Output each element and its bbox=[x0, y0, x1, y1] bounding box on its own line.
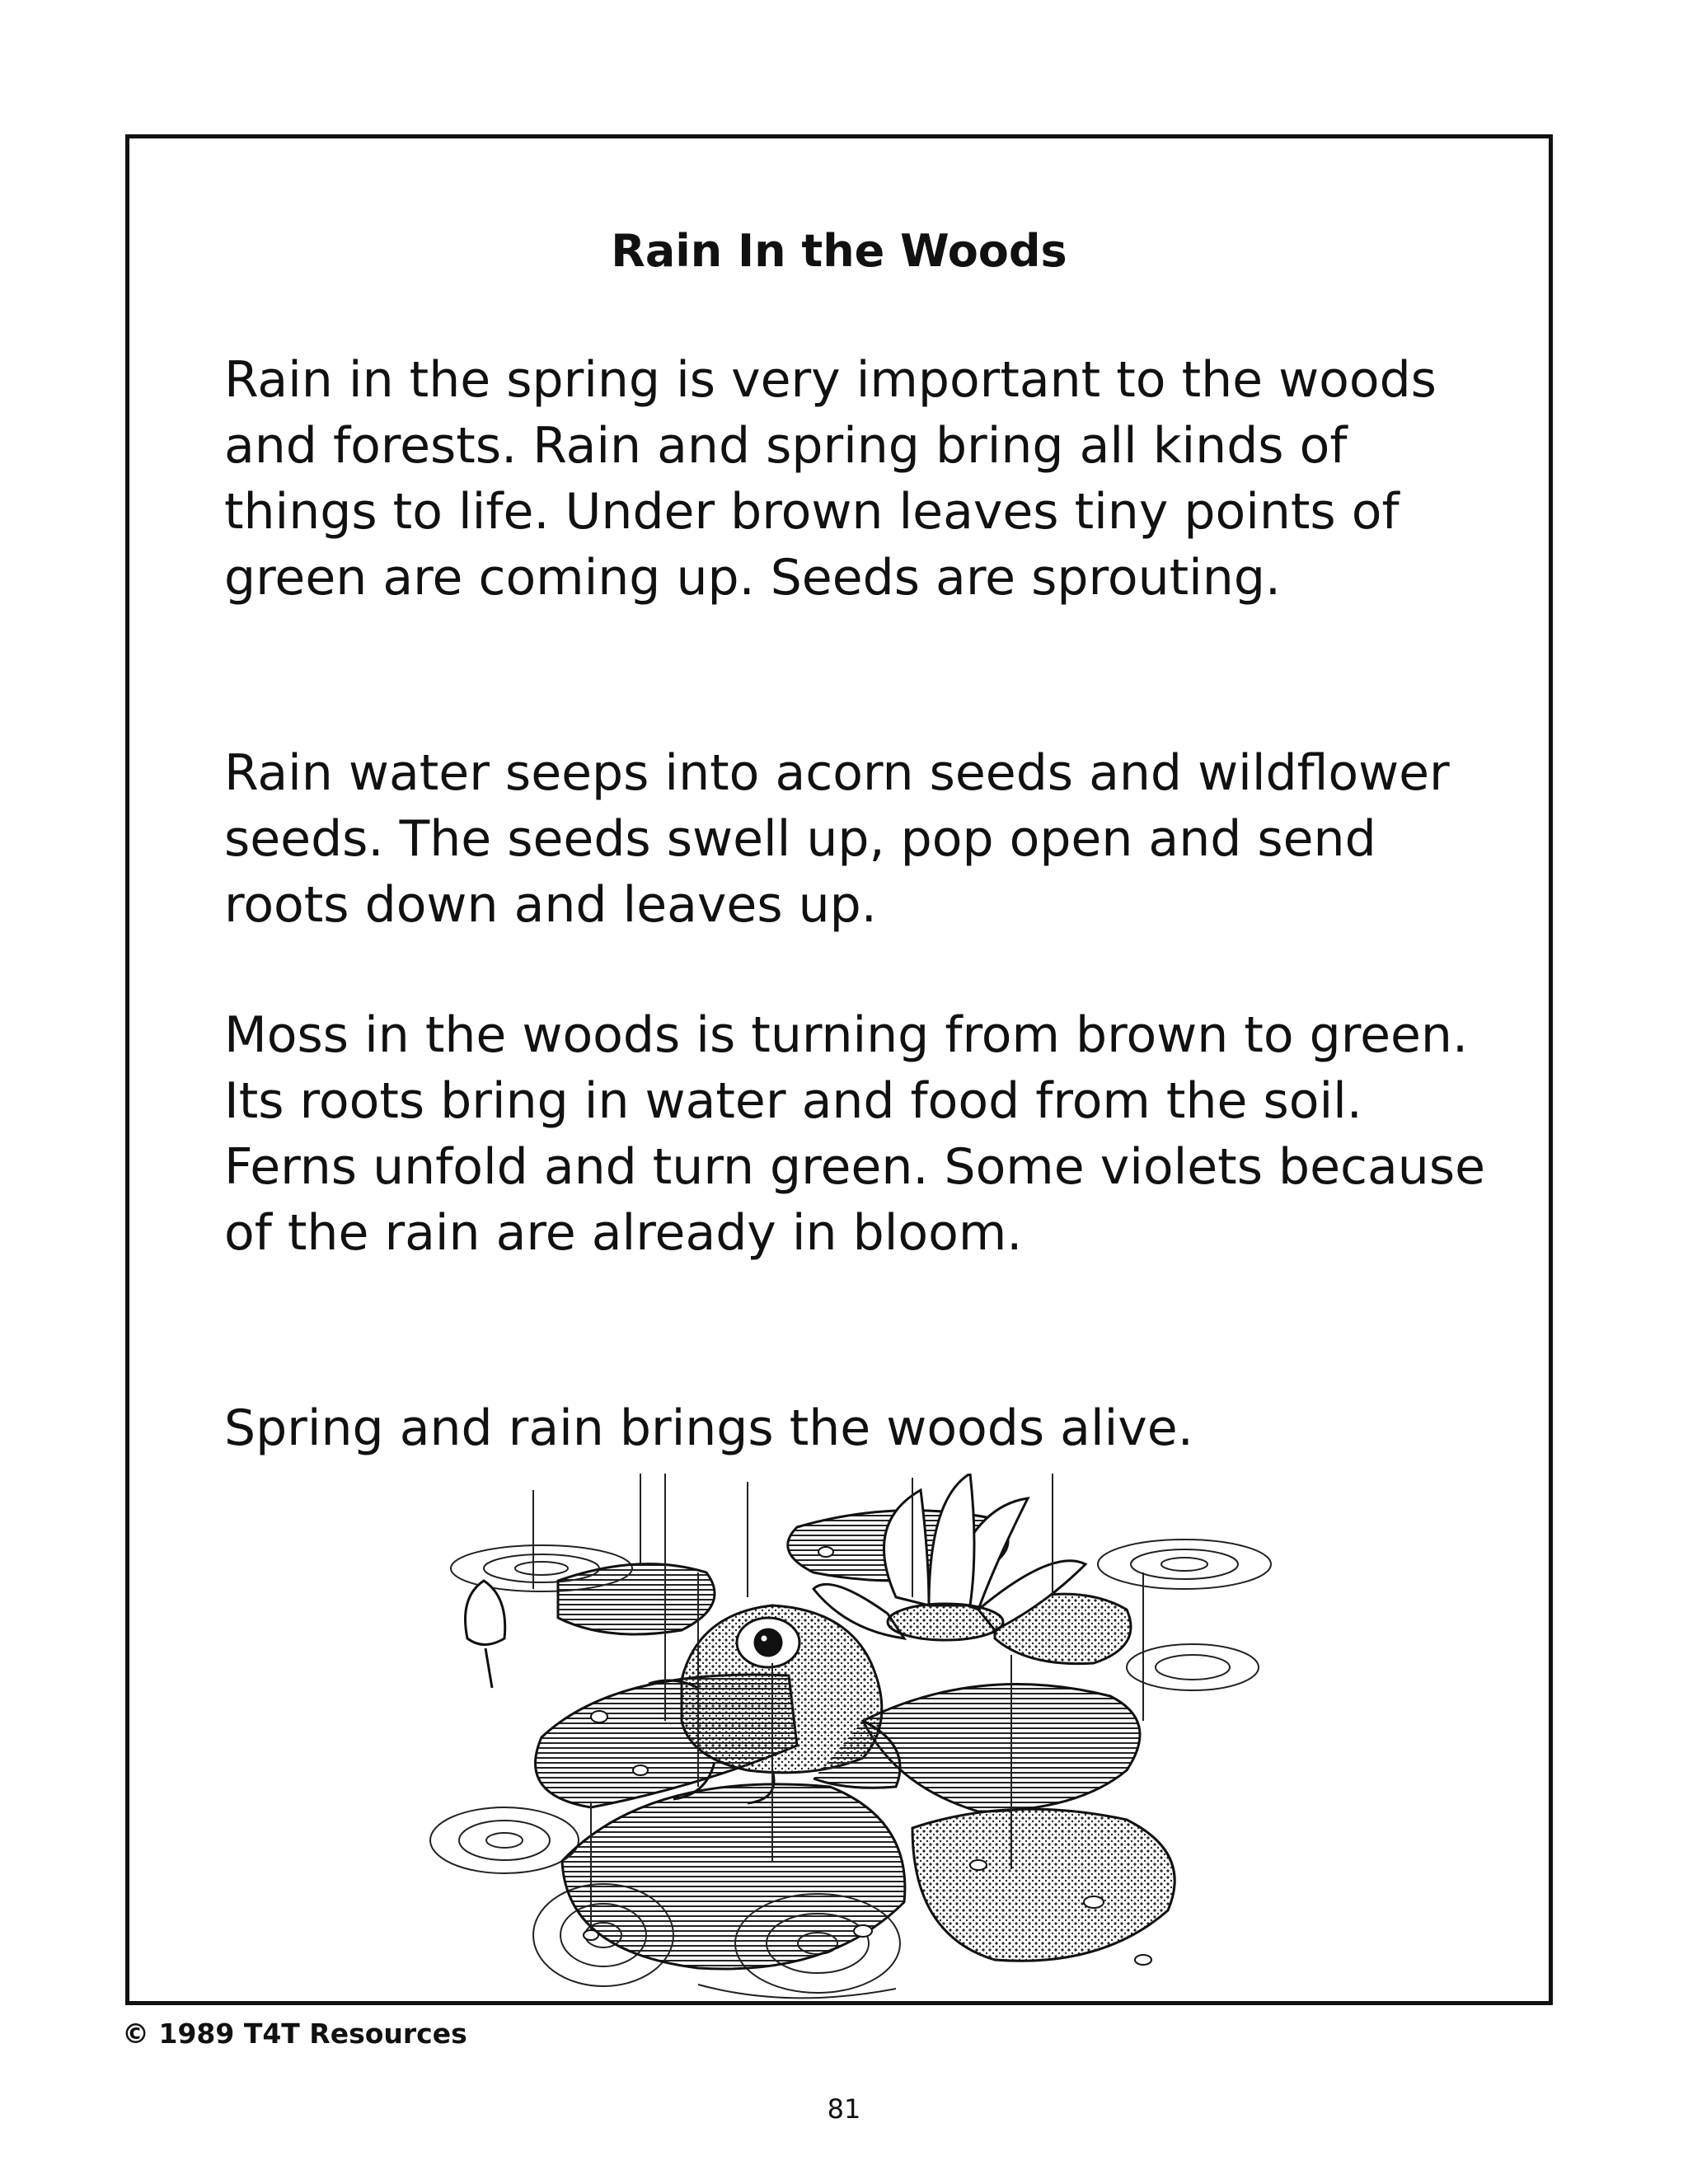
paragraph-2: Rain water seeps into acorn seeds and wildflower seeds. The seeds swell up, pop open and send roots down and leaves up. bbox=[224, 744, 1450, 934]
paragraph-4: Spring and rain brings the woods alive. bbox=[224, 1399, 1193, 1457]
paragraph-3: Moss in the woods is turning from brown to green. Its roots bring in water and food from the soil. Ferns unfold and turn green. Some violets because of the rain are already in bloom. bbox=[224, 1006, 1485, 1262]
page-number: 81 bbox=[827, 2093, 861, 2125]
copyright-notice: © 1989 T4T Resources bbox=[122, 2018, 467, 2050]
page-title: Rain In the Woods bbox=[611, 225, 1067, 277]
worksheet-frame bbox=[125, 134, 1553, 2005]
paragraph-1: Rain in the spring is very important to the woods and forests. Rain and spring bring all kinds of things to life. Under brown leaves tiny points of green are coming up. Seeds are sprouting. bbox=[224, 351, 1437, 607]
frog-lily-pad-illustration bbox=[401, 1474, 1292, 2001]
lily-bud bbox=[466, 1581, 505, 1688]
